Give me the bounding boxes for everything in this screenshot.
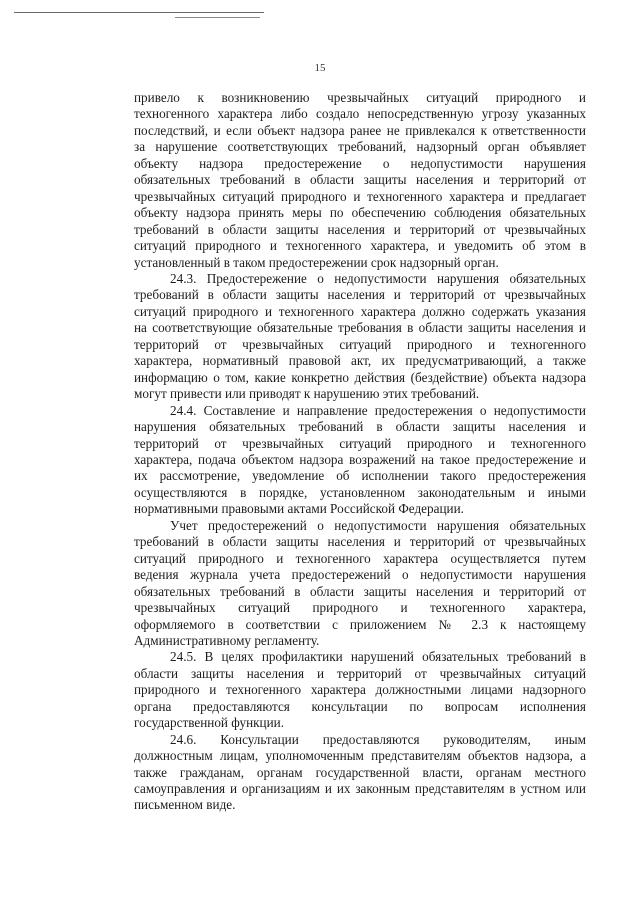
scan-artifact-line: [14, 12, 264, 13]
paragraph: [134, 403, 586, 518]
text-line: последствий, и если объект надзора ранее не привлекался к ответственности: [134, 122, 586, 138]
text-line: Административному регламенту.: [134, 632, 320, 648]
text-line: территорий от чрезвычайных ситуаций природного и техногенного: [134, 336, 586, 352]
text-line: самоуправления и организациям и их законным представителям в устном или: [134, 781, 586, 797]
text-line: техногенного характера либо создало непосредственную угрозу указанных: [134, 106, 586, 122]
text-line: территорий от чрезвычайных ситуаций природного и техногенного: [134, 435, 586, 451]
text-line: нарушения обязательных требований в области защиты населения и: [134, 419, 586, 435]
paragraph: [134, 518, 586, 650]
paragraph: [134, 649, 586, 731]
text-line: ситуаций природного и техногенного характера, и уведомить об этом в: [134, 238, 586, 254]
text-line: характера, подача объектом надзора возражений на такое предостережение и: [134, 451, 586, 467]
text-line: могут привести или приводят к нарушению этих требований.: [134, 386, 480, 402]
text-line: информацию о том, какие конкретно действия (бездействие) объекта надзора: [134, 369, 586, 385]
text-line: нормативными правовыми актами Российской Федерации.: [134, 501, 464, 517]
text-line: их рассмотрение, уведомление об исполнении такого предостережения: [134, 468, 586, 484]
scan-artifact-line: [175, 17, 260, 18]
text-line: чрезвычайных ситуаций природного и техногенного характера и предлагает: [134, 188, 586, 204]
text-line: объекту надзора принять меры по обеспечению соблюдения обязательных: [134, 205, 586, 221]
text-line: установленный в таком предостережении срок надзорный орган.: [134, 254, 499, 270]
text-line: области защиты населения и территорий от чрезвычайных ситуаций: [134, 665, 586, 681]
page-number: 15: [314, 62, 326, 74]
paragraph: [134, 90, 586, 271]
text-line: требований в области защиты населения и территорий от чрезвычайных: [134, 287, 586, 303]
text-line: также гражданам, органам государственной власти, органам местного: [134, 764, 586, 780]
text-line: требований в области защиты населения и территорий от чрезвычайных: [134, 534, 586, 550]
paragraph: [134, 732, 586, 814]
text-line: письменном виде.: [134, 797, 236, 813]
text-line: органа предоставляются консультации по вопросам исполнения: [134, 698, 586, 714]
text-line: Учет предостережений о недопустимости нарушения обязательных: [170, 517, 586, 533]
text-line: требований в области защиты населения и территорий от чрезвычайных: [134, 221, 586, 237]
text-line: объекту надзора предостережение о недопустимости нарушения: [134, 155, 586, 171]
text-line: ситуаций природного и техногенного характера должно содержать указания: [134, 303, 586, 319]
text-line: оформляемого в соответствии с приложением № 2.3 к настоящему: [134, 616, 586, 632]
text-line: обязательных требований в области защиты населения и территорий от: [134, 583, 586, 599]
text-line: осуществляются в порядке, установленном законодательным и иными: [134, 484, 586, 500]
text-line: 24.4. Составление и направление предостережения о недопустимости: [170, 402, 586, 418]
text-line: за нарушение соответствующих требований, надзорный орган объявляет: [134, 139, 586, 155]
text-line: ситуаций природного и техногенного характера осуществляется путем: [134, 550, 586, 566]
text-line: привело к возникновению чрезвычайных ситуаций природного и: [134, 90, 586, 105]
text-line: природного и техногенного характера должностными лицами надзорного: [134, 682, 586, 698]
text-line: чрезвычайных ситуаций природного и техногенного характера,: [134, 600, 586, 616]
text-line: обязательных требований в области защиты населения и территорий от: [134, 172, 586, 188]
text-line: должностным лицам, уполномоченным представителям объектов надзора, а: [134, 748, 586, 764]
text-line: 24.5. В целях профилактики нарушений обязательных требований в: [170, 649, 586, 665]
paragraph: [134, 271, 586, 403]
text-line: 24.6. Консультации предоставляются руководителям, иным: [170, 731, 586, 747]
document-body: [134, 90, 586, 814]
text-line: характера, нормативный правовой акт, их предусматривающий, а также: [134, 353, 586, 369]
text-line: государственной функции.: [134, 715, 285, 731]
text-line: ведения журнала учета предостережений о недопустимости нарушения: [134, 567, 586, 583]
text-line: на соответствующие обязательные требования в области защиты населения и: [134, 320, 586, 336]
text-line: 24.3. Предостережение о недопустимости нарушения обязательных: [170, 270, 586, 286]
